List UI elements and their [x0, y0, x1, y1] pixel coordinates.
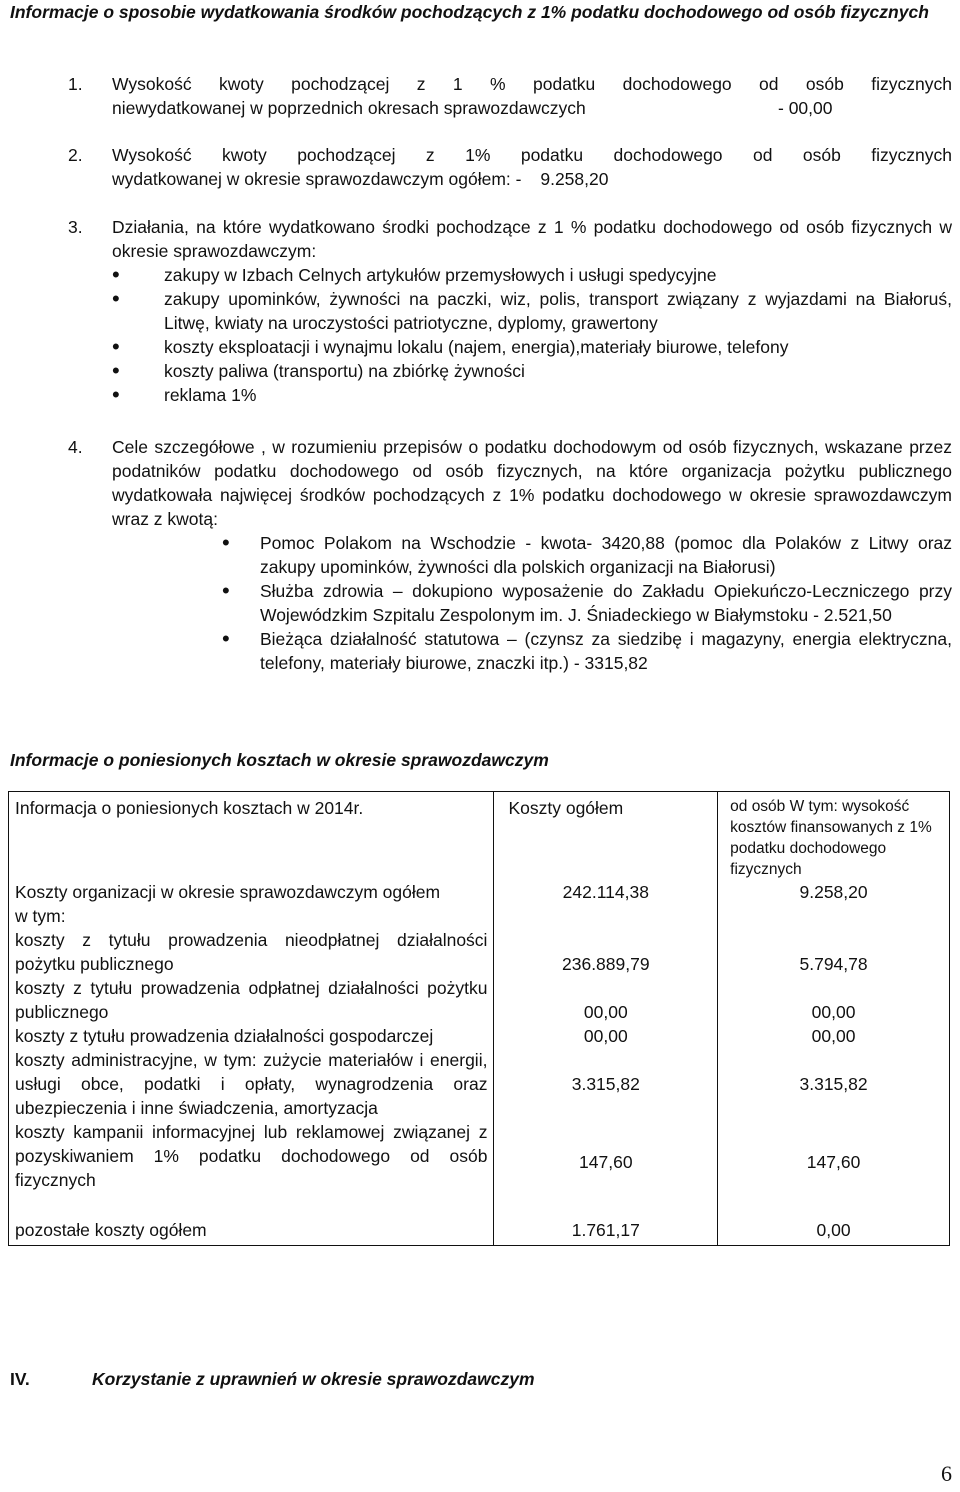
- bullet-item: • koszty eksploatacji i wynajmu lokalu (najem, energia),materiały biurowe, telefony: [112, 335, 952, 359]
- row-label: koszty z tytułu prowadzenia odpłatnej działalności pożytku publicznego: [9, 976, 494, 1024]
- table-row: [9, 904, 950, 928]
- table-row: [9, 1048, 950, 1120]
- list-item-1: [68, 72, 952, 120]
- item-text-line: Wysokość kwoty pochodzącej z 1% podatku dochodowego od osób fizycznych: [112, 145, 952, 165]
- row-total: 236.889,79: [494, 928, 718, 976]
- bullet-item: • zakupy upominków, żywności na paczki, wiz, polis, transport związany z wyjazdami na Białoruś, Litwę, kwiaty na uroczystości patriotyczne, dyplomy, grawertony: [112, 287, 952, 335]
- bullet-item: • koszty paliwa (transportu) na zbiórkę żywności: [112, 359, 952, 383]
- item-text: niewydatkowanej w poprzednich okresach sprawozdawczych: [112, 98, 586, 118]
- item-text: wydatkowanej w okresie sprawozdawczym ogółem: -: [112, 169, 522, 189]
- bullet-list: [222, 531, 952, 675]
- header-cell: Informacja o poniesionych kosztach w 2014r.: [9, 792, 494, 881]
- item-number: 1.: [68, 74, 83, 94]
- table-row: [9, 928, 950, 976]
- list-item-3: [68, 215, 952, 407]
- row-total: [494, 904, 718, 928]
- table-row: [9, 1024, 950, 1048]
- bullet-item: • reklama 1%: [112, 383, 952, 407]
- row-total: 147,60: [494, 1120, 718, 1204]
- bullet-list: [112, 263, 952, 407]
- row-total: 242.114,38: [494, 880, 718, 904]
- header-cell: Koszty ogółem: [494, 792, 718, 881]
- list-item-4: [68, 435, 952, 675]
- row-from-1pct: 00,00: [718, 976, 950, 1024]
- table-header-row: [9, 792, 950, 881]
- row-total: 00,00: [494, 976, 718, 1024]
- row-label: w tym:: [9, 904, 494, 928]
- row-from-1pct: 5.794,78: [718, 928, 950, 976]
- section-heading-text: Korzystanie z uprawnień w okresie sprawozdawczym: [92, 1369, 535, 1389]
- item-number: 2.: [68, 145, 83, 165]
- header-cell-text: od osób W tym: wysokość kosztów finansowanych z 1% podatku dochodowego fizycznych: [730, 798, 932, 878]
- row-label: Koszty organizacji w okresie sprawozdawczym ogółem: [9, 880, 494, 904]
- page-number: 6: [941, 1461, 952, 1486]
- row-from-1pct: 147,60: [718, 1120, 950, 1204]
- item-text-line: Wysokość kwoty pochodzącej z 1 % podatku dochodowego od osób fizycznych: [112, 74, 952, 94]
- row-from-1pct: 0,00: [718, 1204, 950, 1246]
- row-label: koszty administracyjne, w tym: zużycie materiałów i energii, usługi obce, podatki i opłaty, wynagrodzenia oraz ubezpieczenia i inne świadczenia, amortyzacja: [9, 1048, 494, 1120]
- section-heading-2: Informacje o poniesionych kosztach w okresie sprawozdawczym: [10, 750, 549, 770]
- item-number: 3.: [68, 217, 83, 237]
- bullet-item: • zakupy w Izbach Celnych artykułów przemysłowych i usługi spedycyjne: [112, 263, 952, 287]
- row-total: 3.315,82: [494, 1048, 718, 1120]
- row-from-1pct: 3.315,82: [718, 1048, 950, 1120]
- row-label: koszty kampanii informacyjnej lub reklamowej związanej z pozyskiwaniem 1% podatku dochodowego od osób fizycznych: [9, 1120, 494, 1204]
- row-from-1pct: 9.258,20: [718, 880, 950, 904]
- item-text: Cele szczegółowe , w rozumieniu przepisów o podatku dochodowym od osób fizycznych, wskazane przez podatników podatku dochodowego od osób fizycznych, na które organizacja pożytku publicznego wydatkowała najwięcej środków pochodzących z 1% podatku dochodowego w okresie sprawozdawczym wraz z kwotą:: [112, 437, 952, 529]
- item-text: Działania, na które wydatkowano środki pochodzące z 1 % podatku dochodowego od osób fizycznych w okresie sprawozdawczym:: [112, 217, 952, 261]
- section-roman-numeral: IV.: [10, 1369, 30, 1389]
- bullet-item: • Bieżąca działalność statutowa – (czynsz za siedzibę i magazyny, energia elektryczna, telefony, materiały biurowe, znaczki itp.) - 3315,82: [222, 627, 952, 675]
- table-row: [9, 976, 950, 1024]
- costs-table: [8, 791, 950, 1246]
- item-text-line: [112, 96, 952, 120]
- list-item-2: [68, 143, 952, 191]
- section-heading-3: [10, 1367, 535, 1391]
- item-text-line: [112, 167, 952, 191]
- item-value: 9.258,20: [540, 169, 609, 189]
- row-label: pozostałe koszty ogółem: [9, 1204, 494, 1246]
- bullet-item: • Służba zdrowia – dokupiono wyposażenie do Zakładu Opiekuńczo-Leczniczego przy Wojewódzkim Szpitalu Zespolonym im. J. Śniadeckiego w Białymstoku - 2.521,50: [222, 579, 952, 627]
- item-value: - 00,00: [778, 98, 833, 118]
- table-row: [9, 1204, 950, 1246]
- row-total: 00,00: [494, 1024, 718, 1048]
- row-label: koszty z tytułu prowadzenia nieodpłatnej działalności pożytku publicznego: [9, 928, 494, 976]
- row-from-1pct: [718, 904, 950, 928]
- row-from-1pct: 00,00: [718, 1024, 950, 1048]
- bullet-item: • Pomoc Polakom na Wschodzie - kwota- 3420,88 (pomoc dla Polaków z Litwy oraz zakupy upominków, żywności dla polskich organizacji na Białorusi): [222, 531, 952, 579]
- header-cell: [718, 792, 950, 881]
- table-row: [9, 880, 950, 904]
- row-total: 1.761,17: [494, 1204, 718, 1246]
- section-heading-1: Informacje o sposobie wydatkowania środków pochodzących z 1% podatku dochodowego od osób fizycznych: [10, 2, 929, 22]
- table-row: [9, 1120, 950, 1204]
- item-number: 4.: [68, 437, 83, 457]
- row-label: koszty z tytułu prowadzenia działalności gospodarczej: [9, 1024, 494, 1048]
